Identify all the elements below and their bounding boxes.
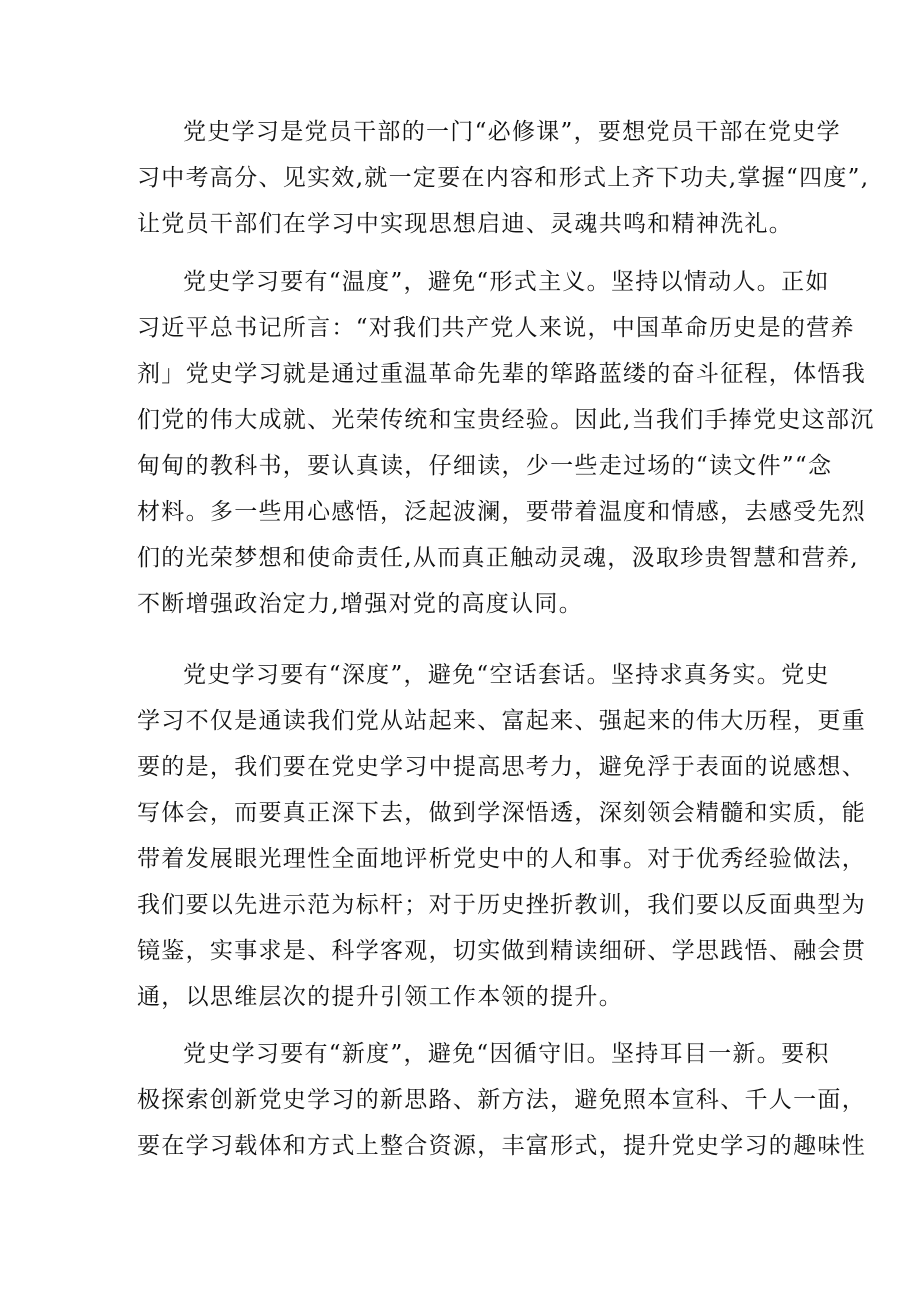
paragraph-line: 党史学习要有“深度”，避免“空话套话。坚持求真务实。党史: [183, 662, 830, 688]
paragraph-line: 写体会，而要真正深下去，做到学深悟透，深刻领会精髓和实质，能: [137, 800, 866, 826]
paragraph-line: 通，以思维层次的提升引领工作本领的提升。: [137, 984, 623, 1010]
paragraph-line: 不断增强政治定力,增强对党的高度认同。: [137, 591, 584, 617]
paragraph-line: 们党的伟大成就、光荣传统和宝贵经验。因此,当我们手捧党史这部沉: [137, 407, 875, 433]
paragraph-line: 带着发展眼光理性全面地评析党史中的人和事。对于优秀经验做法，: [137, 846, 866, 872]
paragraph-line: 要在学习载体和方式上整合资源，丰富形式，提升党史学习的趣味性: [137, 1133, 866, 1159]
paragraph-line: 学习不仅是通读我们党从站起来、富起来、强起来的伟大历程，更重: [137, 708, 866, 734]
paragraph-line: 党史学习要有“温度”，避免“形式主义。坚持以情动人。正如: [183, 269, 830, 295]
paragraph-line: 习中考高分、见实效,就一定要在内容和形式上齐下功夫,掌握“四度”,: [137, 165, 870, 191]
paragraph-line: 镜鉴，实事求是、科学客观，切实做到精读细研、学思践悟、融会贯: [137, 938, 866, 964]
paragraph-line: 要的是，我们要在党史学习中提高思考力，避免浮于表面的说感想、: [137, 754, 866, 780]
paragraph-line: 甸甸的教科书，要认真读，仔细读，少一些走过场的“读文件”“念: [137, 453, 833, 479]
paragraph-line: 党史学习要有“新度”，避免“因循守旧。坚持耳目一新。要积: [183, 1041, 830, 1067]
paragraph-line: 习近平总书记所言：“对我们共产党人来说，中国革命历史是的营养: [137, 315, 855, 341]
paragraph-line: 剂」党史学习就是通过重温革命先辈的筚路蓝缕的奋斗征程，体悟我: [137, 361, 866, 387]
paragraph-line: 们的光荣梦想和使命责任,从而真正触动灵魂，汲取珍贵智慧和营养,: [137, 545, 859, 571]
paragraph-line: 我们要以先进示范为标杆；对于历史挫折教训，我们要以反面典型为: [137, 892, 866, 918]
paragraph-line: 极探索创新党史学习的新思路、新方法，避免照本宣科、千人一面，: [137, 1087, 866, 1113]
paragraph-line: 让党员干部们在学习中实现思想启迪、灵魂共鸣和精神洗礼。: [137, 211, 794, 237]
paragraph-line: 材料。多一些用心感悟，泛起波澜，要带着温度和情感，去感受先烈: [137, 499, 866, 525]
paragraph-line: 党史学习是党员干部的一门“必修课”，要想党员干部在党史学: [183, 119, 841, 145]
